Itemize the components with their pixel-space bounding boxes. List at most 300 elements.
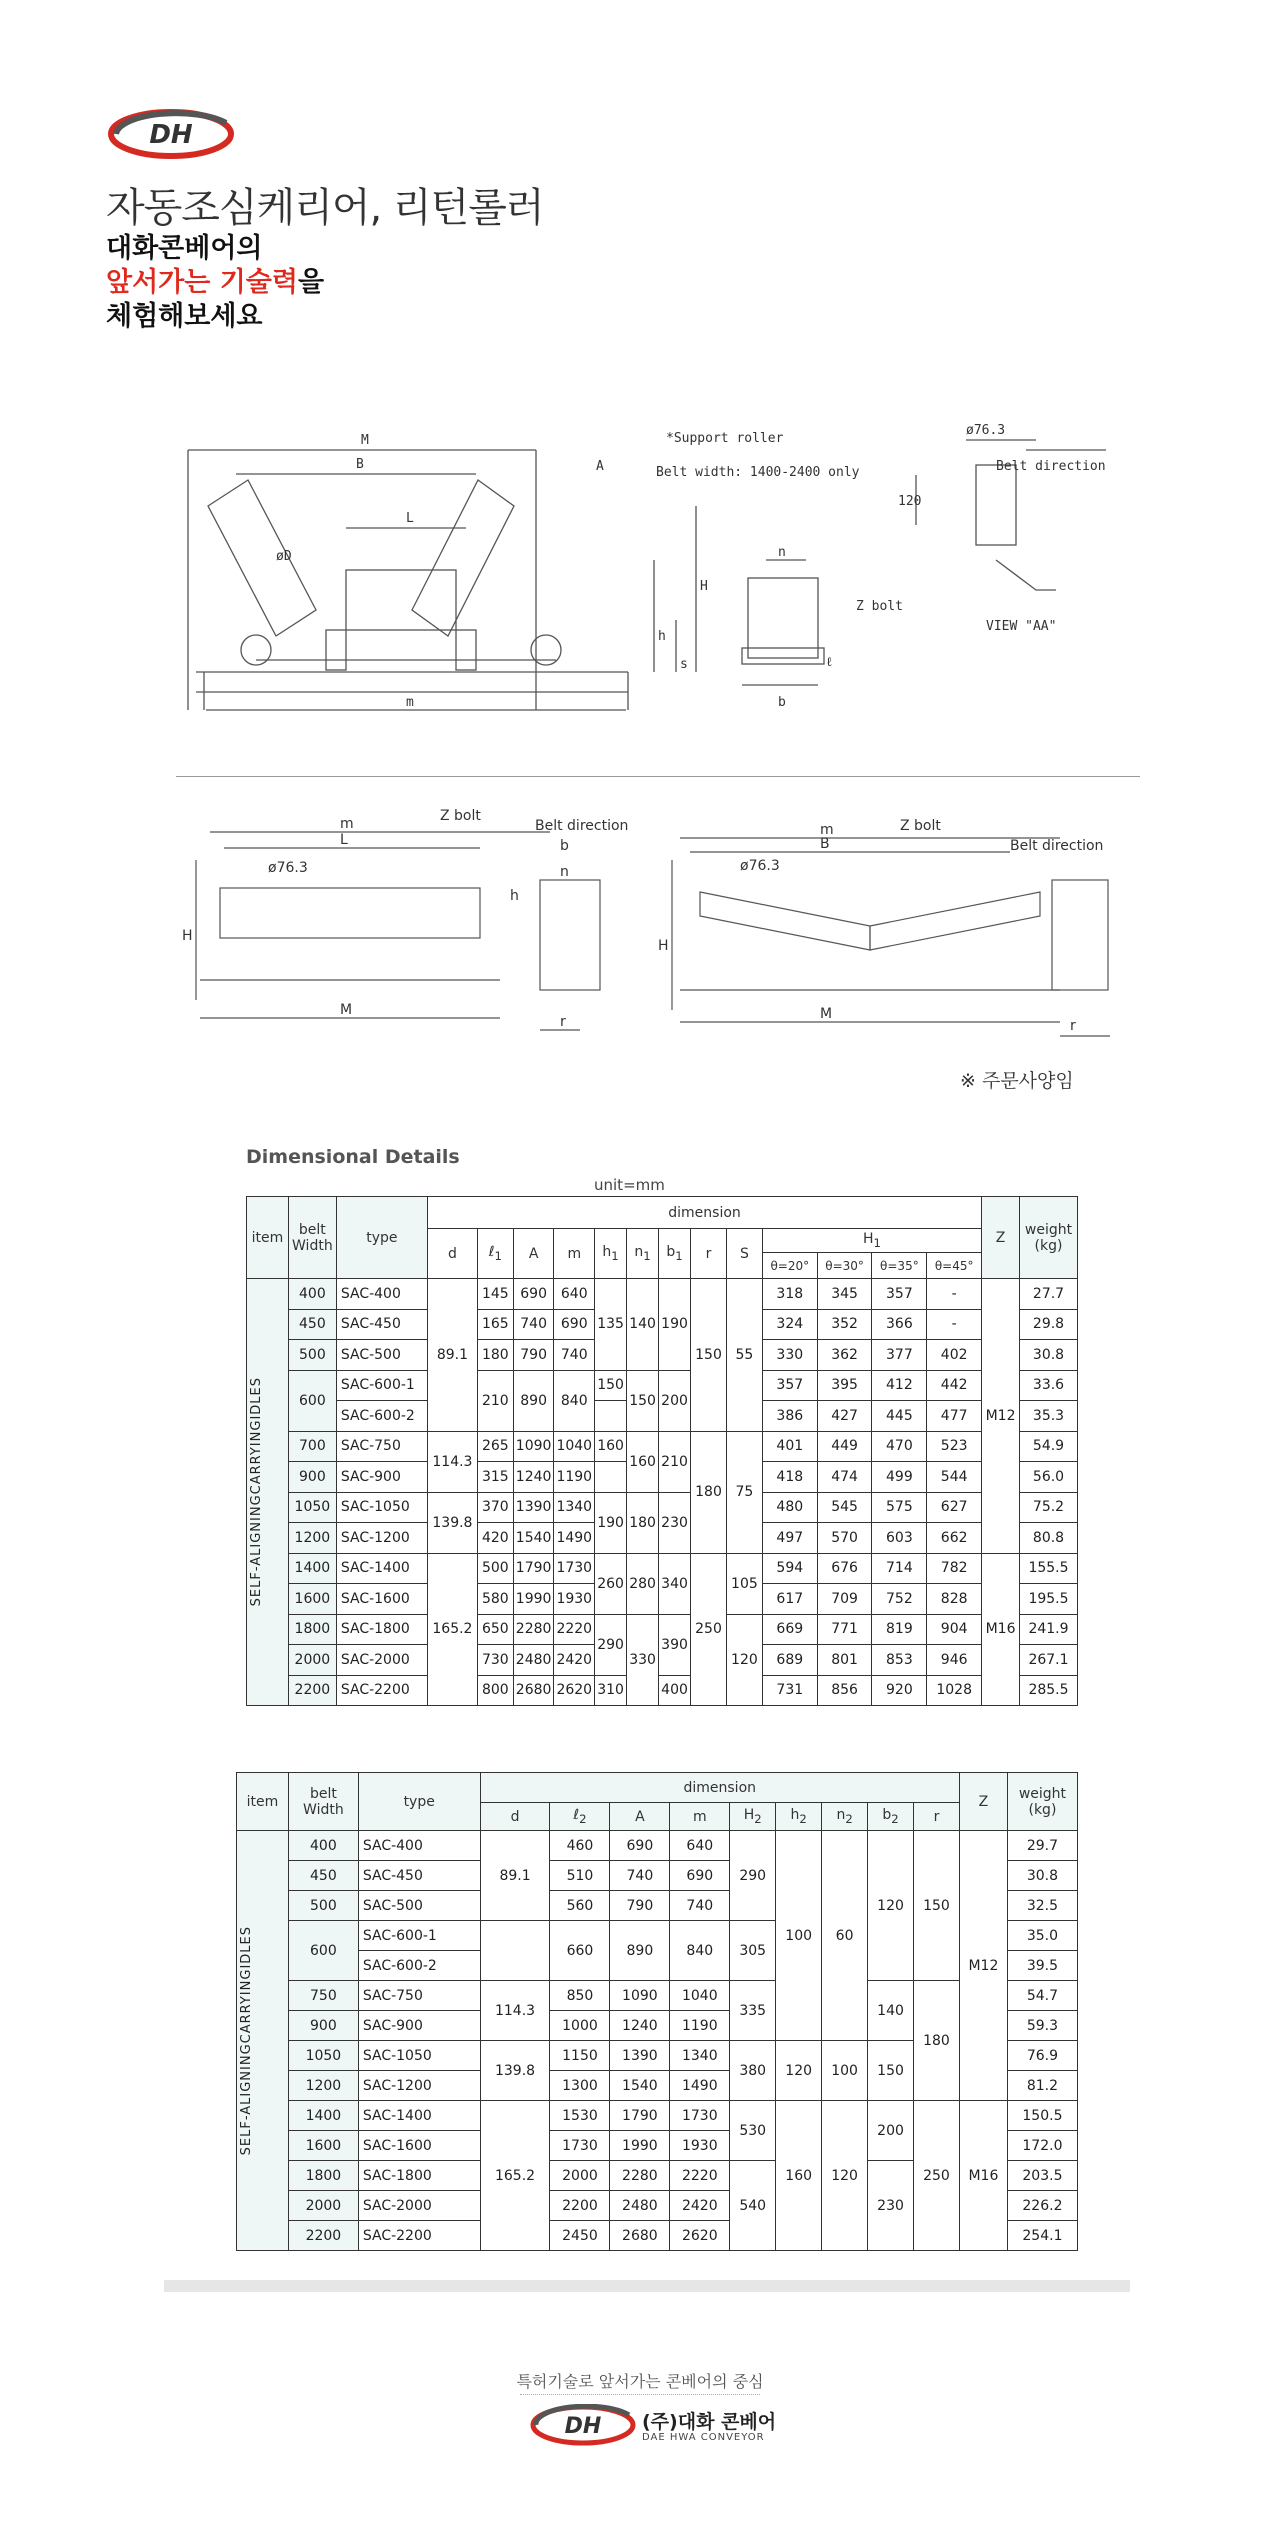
col-r: r xyxy=(691,1229,727,1279)
table-cell: 603 xyxy=(872,1523,927,1554)
table-cell: 477 xyxy=(927,1401,982,1432)
slogan-line1: 대화콘베어의 xyxy=(106,233,263,264)
table-cell: 195.5 xyxy=(1020,1584,1078,1615)
table-cell: 267.1 xyxy=(1020,1645,1078,1676)
dim-m-right: m xyxy=(820,822,834,838)
table-cell: 59.3 xyxy=(1007,2011,1077,2041)
table-cell: 560 xyxy=(550,1891,610,1921)
table-cell: 427 xyxy=(817,1401,872,1432)
table-cell: SAC-750 xyxy=(336,1431,427,1462)
dim-M-right: M xyxy=(820,1006,833,1022)
table-cell: 650 xyxy=(477,1614,513,1645)
view-aa-label: VIEW "AA" xyxy=(986,619,1057,634)
table-cell: SAC-600-2 xyxy=(358,1951,480,1981)
dim-L-left: L xyxy=(340,832,348,848)
table-cell: 900 xyxy=(288,1462,336,1493)
col-a-2: A xyxy=(610,1803,670,1831)
table-cell: 114.3 xyxy=(480,1981,550,2041)
dim-n: n xyxy=(778,545,786,560)
table-cell: 310 xyxy=(595,1675,627,1706)
table-cell: 1990 xyxy=(513,1584,554,1615)
table-cell: SAC-1200 xyxy=(336,1523,427,1554)
table-cell: 662 xyxy=(927,1523,982,1554)
table-cell: 690 xyxy=(610,1831,670,1861)
page-title: 자동조심케리어, 리턴롤러 xyxy=(106,185,544,231)
table-cell: 690 xyxy=(670,1861,730,1891)
table-cell: 1600 xyxy=(288,2131,358,2161)
table-cell: 400 xyxy=(288,1279,336,1310)
table-cell: 850 xyxy=(550,1981,610,2011)
table-cell: 2000 xyxy=(288,1645,336,1676)
col-h1: $h_1$ xyxy=(595,1229,627,1279)
table-cell: 904 xyxy=(927,1614,982,1645)
table-cell: 1050 xyxy=(288,2041,358,2071)
table-cell: 290 xyxy=(595,1614,627,1675)
col-belt-width: belt Width xyxy=(288,1197,336,1279)
table-cell: 570 xyxy=(817,1523,872,1554)
table-cell: 200 xyxy=(659,1370,691,1431)
col-d: d xyxy=(427,1229,477,1279)
table-cell: 1050 xyxy=(288,1492,336,1523)
table-cell: 640 xyxy=(670,1831,730,1861)
table-cell: 254.1 xyxy=(1007,2221,1077,2251)
table-cell: 1200 xyxy=(288,2071,358,2101)
dim-H-left: H xyxy=(182,928,193,944)
table-cell: 402 xyxy=(927,1340,982,1371)
table-cell: 420 xyxy=(477,1523,513,1554)
table-cell: 890 xyxy=(610,1921,670,1981)
table-cell: 400 xyxy=(288,1831,358,1861)
table-cell: 1790 xyxy=(513,1553,554,1584)
table-cell: 366 xyxy=(872,1309,927,1340)
col-z: Z xyxy=(982,1197,1020,1279)
table-cell: 190 xyxy=(595,1492,627,1553)
table-cell: 500 xyxy=(288,1340,336,1371)
table-cell: 400 xyxy=(659,1675,691,1706)
item-label-2: SELF-ALIGNINGCARRYINGIDLES xyxy=(237,1831,289,2251)
dim-D: øD xyxy=(276,549,292,564)
table-cell: 445 xyxy=(872,1401,927,1432)
table-cell: 140 xyxy=(627,1279,659,1371)
table-cell: 1240 xyxy=(610,2011,670,2041)
table-cell: 840 xyxy=(670,1921,730,1981)
item-label: SELF-ALIGNINGCARRYINGIDLES xyxy=(247,1279,289,1706)
table-cell: 497 xyxy=(762,1523,817,1554)
table-cell: 120 xyxy=(726,1614,762,1706)
table-cell: 442 xyxy=(927,1370,982,1401)
dim-M: M xyxy=(361,433,369,448)
table-cell: 1530 xyxy=(550,2101,610,2131)
table-cell: SAC-2000 xyxy=(358,2191,480,2221)
table-cell: 390 xyxy=(659,1614,691,1675)
table-cell: 250 xyxy=(691,1553,727,1706)
table-cell: 105 xyxy=(726,1553,762,1614)
col-weight: weight (kg) xyxy=(1020,1197,1078,1279)
table-cell: 801 xyxy=(817,1645,872,1676)
belt-direction-label: Belt direction xyxy=(996,459,1106,474)
table-cell: 210 xyxy=(477,1370,513,1431)
table-cell: 2000 xyxy=(288,2191,358,2221)
table-cell: 324 xyxy=(762,1309,817,1340)
table-cell: 500 xyxy=(288,1891,358,1921)
table-cell: 55 xyxy=(726,1279,762,1432)
table-cell: 2280 xyxy=(610,2161,670,2191)
table-cell: 700 xyxy=(288,1431,336,1462)
table-cell: M16 xyxy=(982,1553,1020,1706)
table-cell: 740 xyxy=(513,1309,554,1340)
table-cell: 139.8 xyxy=(480,2041,550,2101)
table-cell: 840 xyxy=(554,1370,595,1431)
col-h2: $h_2$ xyxy=(776,1803,822,1831)
table-cell: 750 xyxy=(288,1981,358,2011)
table-cell: 352 xyxy=(817,1309,872,1340)
table-cell: 135 xyxy=(595,1279,627,1371)
slogan-line2-rest: 을 xyxy=(297,267,325,298)
table-cell: 210 xyxy=(659,1431,691,1492)
table-cell: 120 xyxy=(776,2041,822,2101)
col-r-2: r xyxy=(914,1803,960,1831)
table-cell: 1930 xyxy=(554,1584,595,1615)
z-bolt-left: Z bolt xyxy=(440,808,481,824)
table-cell: 1340 xyxy=(670,2041,730,2071)
table-cell: 2620 xyxy=(554,1675,595,1706)
table-cell: 75 xyxy=(726,1431,762,1553)
table-cell: 1400 xyxy=(288,2101,358,2131)
col-theta45: θ=45° xyxy=(927,1253,982,1279)
table-cell: 1800 xyxy=(288,2161,358,2191)
support-roller-note: *Support roller xyxy=(666,431,784,446)
table-cell: 160 xyxy=(595,1431,627,1462)
table-cell: 386 xyxy=(762,1401,817,1432)
table-cell: SAC-600-1 xyxy=(336,1370,427,1401)
table-cell: 790 xyxy=(513,1340,554,1371)
table-cell: SAC-600-2 xyxy=(336,1401,427,1432)
footer-logo-text: DH xyxy=(564,2414,602,2439)
table-cell: 2200 xyxy=(288,2221,358,2251)
table-cell: 172.0 xyxy=(1007,2131,1077,2161)
table-cell: 1240 xyxy=(513,1462,554,1493)
table-cell: 1300 xyxy=(550,2071,610,2101)
col-theta30: θ=30° xyxy=(817,1253,872,1279)
col-b1: $b_1$ xyxy=(659,1229,691,1279)
table-cell: 2200 xyxy=(550,2191,610,2221)
table-cell: 318 xyxy=(762,1279,817,1310)
table-cell: 89.1 xyxy=(480,1831,550,1921)
table-cell: 345 xyxy=(817,1279,872,1310)
belt-direction-left: Belt direction xyxy=(535,818,629,834)
dim-l: ℓ xyxy=(826,655,833,670)
table-cell: 450 xyxy=(288,1309,336,1340)
table-cell: 260 xyxy=(595,1553,627,1614)
table-cell: 946 xyxy=(927,1645,982,1676)
table-cell: 265 xyxy=(477,1431,513,1462)
dim-A: A xyxy=(596,459,604,474)
table-cell: 890 xyxy=(513,1370,554,1431)
table-cell: 1540 xyxy=(610,2071,670,2101)
table-cell: 27.7 xyxy=(1020,1279,1078,1310)
table-cell: 480 xyxy=(762,1492,817,1523)
table-cell: M16 xyxy=(959,2101,1007,2251)
table-cell: SAC-1800 xyxy=(336,1614,427,1645)
table-cell: SAC-2200 xyxy=(358,2221,480,2251)
dim-s: s xyxy=(680,657,688,672)
table-cell: 180 xyxy=(477,1340,513,1371)
table-cell: 120 xyxy=(822,2101,868,2251)
table-cell: 474 xyxy=(817,1462,872,1493)
table-cell: 752 xyxy=(872,1584,927,1615)
table-cell: 1600 xyxy=(288,1584,336,1615)
table-cell: 180 xyxy=(914,1981,960,2101)
table-cell: 1028 xyxy=(927,1675,982,1706)
belt-direction-right: Belt direction xyxy=(1010,838,1104,854)
table-cell: 1490 xyxy=(554,1523,595,1554)
table-cell: 1190 xyxy=(554,1462,595,1493)
table-cell: 226.2 xyxy=(1007,2191,1077,2221)
table-cell: 230 xyxy=(659,1492,691,1553)
table-cell: 617 xyxy=(762,1584,817,1615)
table-cell: SAC-1400 xyxy=(336,1553,427,1584)
table-cell: 2000 xyxy=(550,2161,610,2191)
table-cell: 330 xyxy=(762,1340,817,1371)
table-cell: 689 xyxy=(762,1645,817,1676)
table-cell: 2220 xyxy=(670,2161,730,2191)
table-cell: 412 xyxy=(872,1370,927,1401)
table-cell: SAC-1050 xyxy=(336,1492,427,1523)
table-cell: 362 xyxy=(817,1340,872,1371)
table-cell: SAC-2200 xyxy=(336,1675,427,1706)
table-cell: 150 xyxy=(868,2041,914,2101)
table-cell: 690 xyxy=(554,1309,595,1340)
z-bolt-label: Z bolt xyxy=(856,599,903,614)
table-cell: 1390 xyxy=(610,2041,670,2071)
table-cell xyxy=(595,1401,627,1432)
footer-company-en: DAE HWA CONVEYOR xyxy=(642,2432,765,2443)
table-cell: 39.5 xyxy=(1007,1951,1077,1981)
table-cell: 315 xyxy=(477,1462,513,1493)
table-cell: 76.9 xyxy=(1007,2041,1077,2071)
table-cell: SAC-900 xyxy=(358,2011,480,2041)
table-cell: 669 xyxy=(762,1614,817,1645)
col-b2: $b_2$ xyxy=(868,1803,914,1831)
col-l2: ℓ$_2$ xyxy=(550,1803,610,1831)
table-cell: 771 xyxy=(817,1614,872,1645)
table-cell: 2450 xyxy=(550,2221,610,2251)
table-cell: 1090 xyxy=(513,1431,554,1462)
table-cell: 335 xyxy=(730,1981,776,2041)
col-theta35: θ=35° xyxy=(872,1253,927,1279)
table-cell xyxy=(595,1462,627,1493)
dim-h-left: h xyxy=(510,888,519,904)
col-n1: $n_1$ xyxy=(627,1229,659,1279)
table-cell: 2680 xyxy=(610,2221,670,2251)
table-cell: 470 xyxy=(872,1431,927,1462)
table-cell: 330 xyxy=(627,1614,659,1706)
col-item: item xyxy=(247,1197,289,1279)
table-cell: 357 xyxy=(762,1370,817,1401)
col-m: m xyxy=(554,1229,595,1279)
table-cell: 2220 xyxy=(554,1614,595,1645)
table-cell: 190 xyxy=(659,1279,691,1371)
col-type: type xyxy=(336,1197,427,1279)
table-cell: 510 xyxy=(550,1861,610,1891)
table-cell: 54.7 xyxy=(1007,1981,1077,2011)
table-cell: 856 xyxy=(817,1675,872,1706)
table-cell: 139.8 xyxy=(427,1492,477,1553)
dim-m: m xyxy=(406,695,414,710)
unit-label: unit=mm xyxy=(594,1176,665,1194)
table-cell: 380 xyxy=(730,2041,776,2101)
table-cell: SAC-900 xyxy=(336,1462,427,1493)
table-cell: 2480 xyxy=(513,1645,554,1676)
dim-L: L xyxy=(406,511,414,526)
table-cell: 100 xyxy=(822,2041,868,2101)
order-note: ※ 주문사양임 xyxy=(960,1070,1074,1092)
table-cell: 627 xyxy=(927,1492,982,1523)
table-cell: 160 xyxy=(776,2101,822,2251)
table-cell: 120 xyxy=(868,1831,914,1981)
table-cell: SAC-500 xyxy=(336,1340,427,1371)
table-cell: SAC-400 xyxy=(358,1831,480,1861)
table-cell: SAC-1400 xyxy=(358,2101,480,2131)
table-cell: 203.5 xyxy=(1007,2161,1077,2191)
z-bolt-right: Z bolt xyxy=(900,818,941,834)
table-cell: 290 xyxy=(730,1831,776,1921)
table-cell: 160 xyxy=(627,1431,659,1492)
table-cell: SAC-450 xyxy=(336,1309,427,1340)
table-cell: 600 xyxy=(288,1370,336,1431)
dimensional-title: Dimensional Details xyxy=(246,1146,460,1168)
dim-h: h xyxy=(658,629,666,644)
slogan-line2 xyxy=(106,266,324,300)
table-cell: 150 xyxy=(914,1831,960,1981)
slogan xyxy=(106,232,324,334)
col-m-2: m xyxy=(670,1803,730,1831)
table-cell: 150 xyxy=(627,1370,659,1431)
logo-text: DH xyxy=(149,120,193,150)
dim-b: b xyxy=(778,695,786,710)
table-cell: 544 xyxy=(927,1462,982,1493)
table-cell: 828 xyxy=(927,1584,982,1615)
table-cell: 545 xyxy=(817,1492,872,1523)
table-cell: 1730 xyxy=(554,1553,595,1584)
table-cell: 676 xyxy=(817,1553,872,1584)
table-cell: 1190 xyxy=(670,2011,730,2041)
table-cell: 357 xyxy=(872,1279,927,1310)
table-cell: 1990 xyxy=(610,2131,670,2161)
spec-table-carrier xyxy=(246,1196,1078,1706)
table-cell: 714 xyxy=(872,1553,927,1584)
table-cell: 1540 xyxy=(513,1523,554,1554)
table-cell: 100 xyxy=(776,1831,822,2041)
table-cell: 150 xyxy=(691,1279,727,1432)
table-cell: 285.5 xyxy=(1020,1675,1078,1706)
table-cell: 449 xyxy=(817,1431,872,1462)
table-cell: 305 xyxy=(730,1921,776,1981)
table-cell: 1730 xyxy=(550,2131,610,2161)
table-cell: 1000 xyxy=(550,2011,610,2041)
table-cell: 165 xyxy=(477,1309,513,1340)
dim-r-right: r xyxy=(1070,1018,1076,1034)
table-cell: 1490 xyxy=(670,2071,730,2101)
table-cell: 1200 xyxy=(288,1523,336,1554)
footer-company: (주)대화 콘베어 xyxy=(642,2411,777,2433)
table-cell: 450 xyxy=(288,1861,358,1891)
table-cell: 2420 xyxy=(554,1645,595,1676)
table-cell: 2280 xyxy=(513,1614,554,1645)
table-cell: M12 xyxy=(959,1831,1007,2101)
table-cell: 33.6 xyxy=(1020,1370,1078,1401)
dim-r: 120 xyxy=(898,494,922,509)
dim-m-left: m xyxy=(340,816,354,832)
table-cell: 740 xyxy=(610,1861,670,1891)
table-cell: 165.2 xyxy=(427,1553,477,1706)
table-cell: 56.0 xyxy=(1020,1462,1078,1493)
table-cell: 2480 xyxy=(610,2191,670,2221)
table-cell: 2420 xyxy=(670,2191,730,2221)
table-cell: 32.5 xyxy=(1007,1891,1077,1921)
col-n2: $n_2$ xyxy=(822,1803,868,1831)
table-cell: 35.0 xyxy=(1007,1921,1077,1951)
spec-table-return xyxy=(236,1772,1078,2251)
dia-right: ø76.3 xyxy=(740,858,780,874)
table-cell: 600 xyxy=(288,1921,358,1981)
table-cell: 1400 xyxy=(288,1553,336,1584)
dim-B: B xyxy=(356,457,364,472)
table-cell: - xyxy=(927,1309,982,1340)
table-cell: 740 xyxy=(670,1891,730,1921)
col-a: A xyxy=(513,1229,554,1279)
table-cell: - xyxy=(927,1279,982,1310)
dim-n-left: n xyxy=(560,864,569,880)
table-cell: 30.8 xyxy=(1020,1340,1078,1371)
table-cell: 790 xyxy=(610,1891,670,1921)
table-cell: 819 xyxy=(872,1614,927,1645)
table-cell: 180 xyxy=(691,1431,727,1553)
table-cell: 800 xyxy=(477,1675,513,1706)
col-H2: $H_2$ xyxy=(730,1803,776,1831)
table-cell: 30.8 xyxy=(1007,1861,1077,1891)
table-cell: M12 xyxy=(982,1279,1020,1554)
col-type-2: type xyxy=(358,1773,480,1831)
table-cell: 594 xyxy=(762,1553,817,1584)
table-cell: 54.9 xyxy=(1020,1431,1078,1462)
table-cell: 1040 xyxy=(554,1431,595,1462)
table-cell: 530 xyxy=(730,2101,776,2161)
table-cell: 395 xyxy=(817,1370,872,1401)
col-l1: ℓ$_1$ xyxy=(477,1229,513,1279)
table-cell: 401 xyxy=(762,1431,817,1462)
table-cell: 418 xyxy=(762,1462,817,1493)
table-cell: 1930 xyxy=(670,2131,730,2161)
table-cell: 114.3 xyxy=(427,1431,477,1492)
footer-divider xyxy=(520,2394,760,2395)
table-cell: 89.1 xyxy=(427,1279,477,1432)
dia-left: ø76.3 xyxy=(268,860,308,876)
table-cell: 709 xyxy=(817,1584,872,1615)
table-cell: SAC-1800 xyxy=(358,2161,480,2191)
table-cell: 640 xyxy=(554,1279,595,1310)
technical-drawing-carrier xyxy=(176,410,1136,740)
belt-width-note: Belt width: 1400-2400 only xyxy=(656,465,860,480)
table-cell: SAC-750 xyxy=(358,1981,480,2011)
dim-r-left: r xyxy=(560,1014,566,1030)
dim-H: H xyxy=(700,579,708,594)
table-cell: 200 xyxy=(868,2101,914,2161)
table-cell: 1090 xyxy=(610,1981,670,2011)
col-item-2: item xyxy=(237,1773,289,1831)
table-cell: 1040 xyxy=(670,1981,730,2011)
table-cell: 460 xyxy=(550,1831,610,1861)
